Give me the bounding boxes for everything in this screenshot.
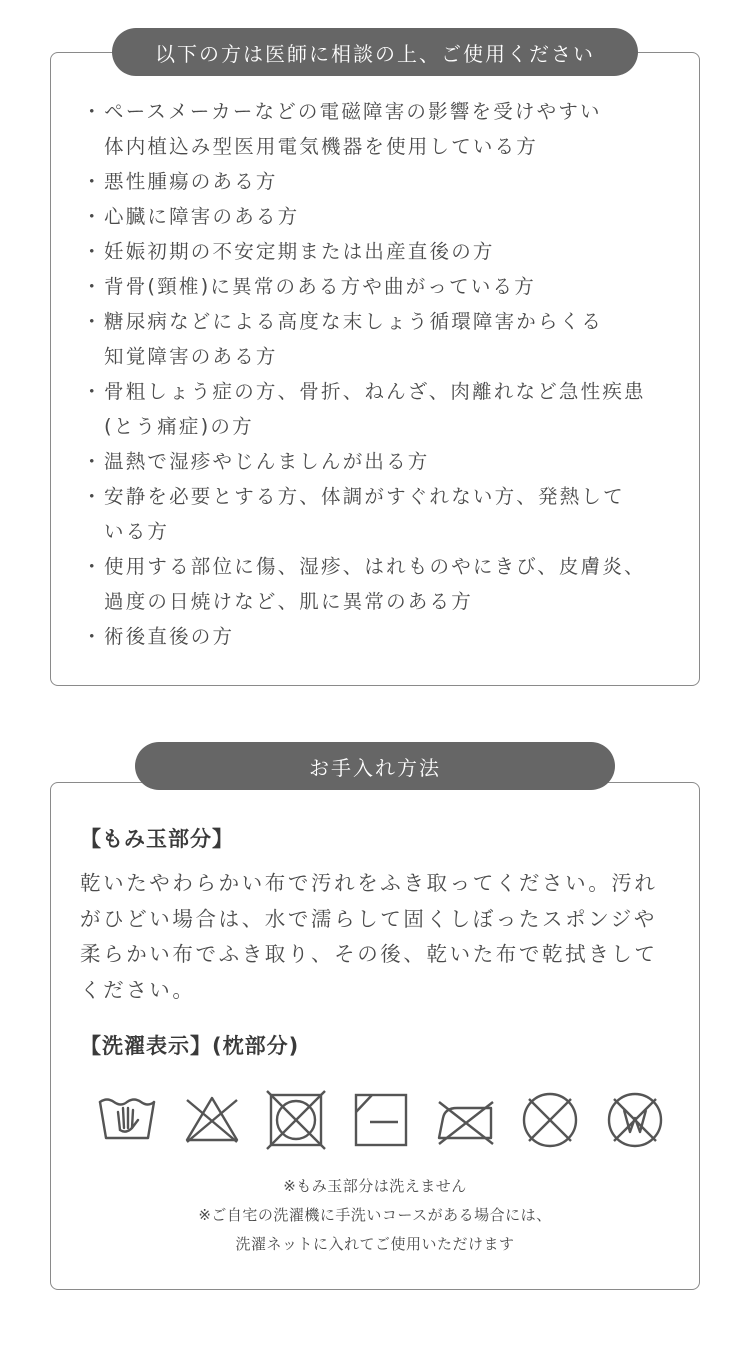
list-item: ・ 糖尿病などによる高度な末しょう循環障害からくる 知覚障害のある方 xyxy=(76,304,696,374)
note-line: ※もみ玉部分は洗えません xyxy=(283,1177,467,1195)
no-tumble-dry-icon xyxy=(265,1090,327,1150)
hand-wash-icon xyxy=(96,1090,158,1150)
line-dry-shade-icon xyxy=(350,1090,412,1150)
list-item: ・ 悪性腫瘍のある方 xyxy=(76,164,696,199)
list-item: ・ 術後直後の方 xyxy=(76,619,696,654)
care-notes xyxy=(50,1172,700,1259)
no-wet-clean-icon xyxy=(604,1090,666,1150)
no-iron-icon xyxy=(435,1090,497,1150)
care-title: お手入れ方法 xyxy=(135,742,615,790)
momi-care-text: 乾いたやわらかい布で汚れをふき取ってください。汚れがひどい場合は、水で濡らして固くしぼったスポンジや柔らかい布でふき取り、その後、乾いた布で乾拭きしてください。 xyxy=(80,871,658,1002)
note-line: ※ご自宅の洗濯機に手洗いコースがある場合には、 xyxy=(198,1206,552,1224)
laundry-symbols xyxy=(96,1090,666,1150)
list-item: ・ 妊娠初期の不安定期または出産直後の方 xyxy=(76,234,696,269)
list-item: ・ 温熱で湿疹やじんましんが出る方 xyxy=(76,444,696,479)
list-item: ・ 心臓に障害のある方 xyxy=(76,199,696,234)
no-bleach-icon xyxy=(181,1090,243,1150)
list-item: ・ 背骨(頸椎)に異常のある方や曲がっている方 xyxy=(76,269,696,304)
momi-heading: 【もみ玉部分】 xyxy=(80,827,234,851)
wash-heading: 【洗濯表示】(枕部分) xyxy=(80,1034,300,1058)
contraindications-title: 以下の方は医師に相談の上、ご使用ください xyxy=(112,28,638,76)
list-item: ・ 骨粗しょう症の方、骨折、ねんざ、肉離れなど急性疾患 (とう痛症)の方 xyxy=(76,374,696,444)
no-dry-clean-icon xyxy=(519,1090,581,1150)
list-item: ・ 安静を必要とする方、体調がすぐれない方、発熱して いる方 xyxy=(76,479,696,549)
contraindications-list xyxy=(76,94,696,654)
list-item: ・ ペースメーカーなどの電磁障害の影響を受けやすい 体内植込み型医用電気機器を使用している方 xyxy=(76,94,696,164)
note-line: 洗濯ネットに入れてご使用いただけます xyxy=(235,1235,515,1253)
list-item: ・ 使用する部位に傷、湿疹、はれものやにきび、皮膚炎、 過度の日焼けなど、肌に異常のある方 xyxy=(76,549,696,619)
